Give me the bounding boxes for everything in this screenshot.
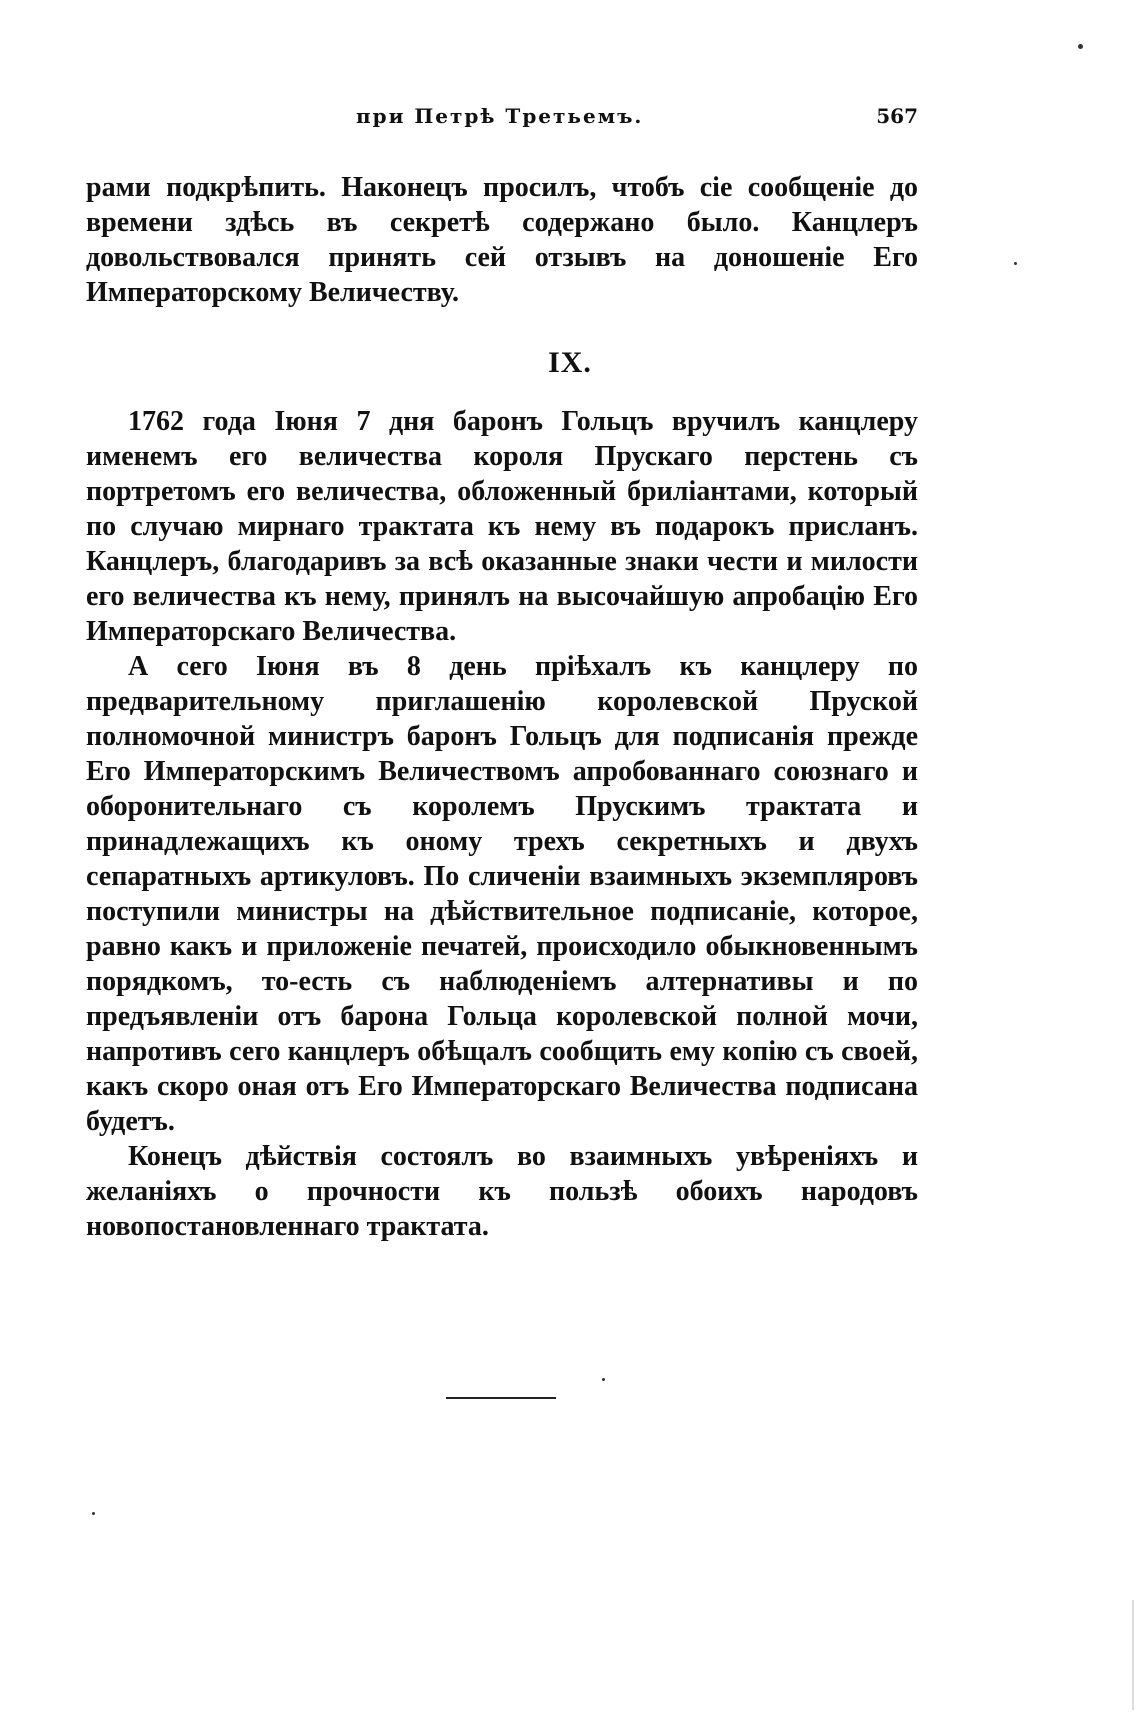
scan-speck [602,1378,605,1381]
section-number: IX. [548,346,592,379]
scan-speck [1014,262,1017,265]
paragraph-ring-gift: 1762 года Іюня 7 дня баронъ Гольцъ вручилъ канцлеру именемъ его величества короля Прускаго перстень съ портретомъ его величества, обложенный бриліантами, который по случаю мирнаго трактата къ нему въ подарокъ присланъ. Канцлеръ, благодаривъ за всѣ оказанные знаки чести и милости его величества къ нему, принялъ на высочайшую апробацію Его Императорскаго Величества. [86,406,918,647]
end-rule-divider [446,1397,556,1399]
section-body [86,404,918,1244]
scan-speck [1078,44,1083,49]
page-number: 567 [876,104,918,128]
paragraph-treaty-signing: А сего Іюня въ 8 день пріѣхалъ къ канцлеру по предварительному приглашенію королевской Пруской полномочной министръ баронъ Гольцъ для подписанія прежде Его Императорскимъ Величествомъ апробованнаго союзнаго и оборонительнаго съ королемъ Прускимъ трактата и принадлежащихъ къ оному трехъ секретныхъ и двухъ сепаратныхъ артикуловъ. По сличеніи взаимныхъ экземпляровъ поступили министры на дѣйствительное подписаніе, которое, равно какъ и приложеніе печатей, происходило обыкновеннымъ порядкомъ, то-есть съ наблюденіемъ алтернативы и по предъявленіи отъ барона Гольца королевской полной мочи, напротивъ сего канцлеръ обѣщалъ сообщить ему копію съ своей, какъ скоро оная отъ Его Императорскаго Величества подписана будетъ. [86,651,918,1137]
continuation-block [86,170,918,310]
scan-edge-line [1132,1600,1134,1710]
running-title: при Петрѣ Третьемъ. [356,104,644,128]
scan-speck [92,1512,95,1515]
continuation-paragraph: рами подкрѣпить. Наконецъ просилъ, чтобъ сіе сообщеніе до времени здѣсь въ секретѣ содержано было. Канцлеръ довольствовался принять сей отзывъ на доношеніе Его Императорскому Величеству. [86,172,918,308]
paragraph-conclusion: Конецъ дѣйствія состоялъ во взаимныхъ увѣреніяхъ и желаніяхъ о прочности къ пользѣ обоихъ народовъ новопостановленнаго трактата. [86,1141,918,1242]
page-header [88,104,918,134]
